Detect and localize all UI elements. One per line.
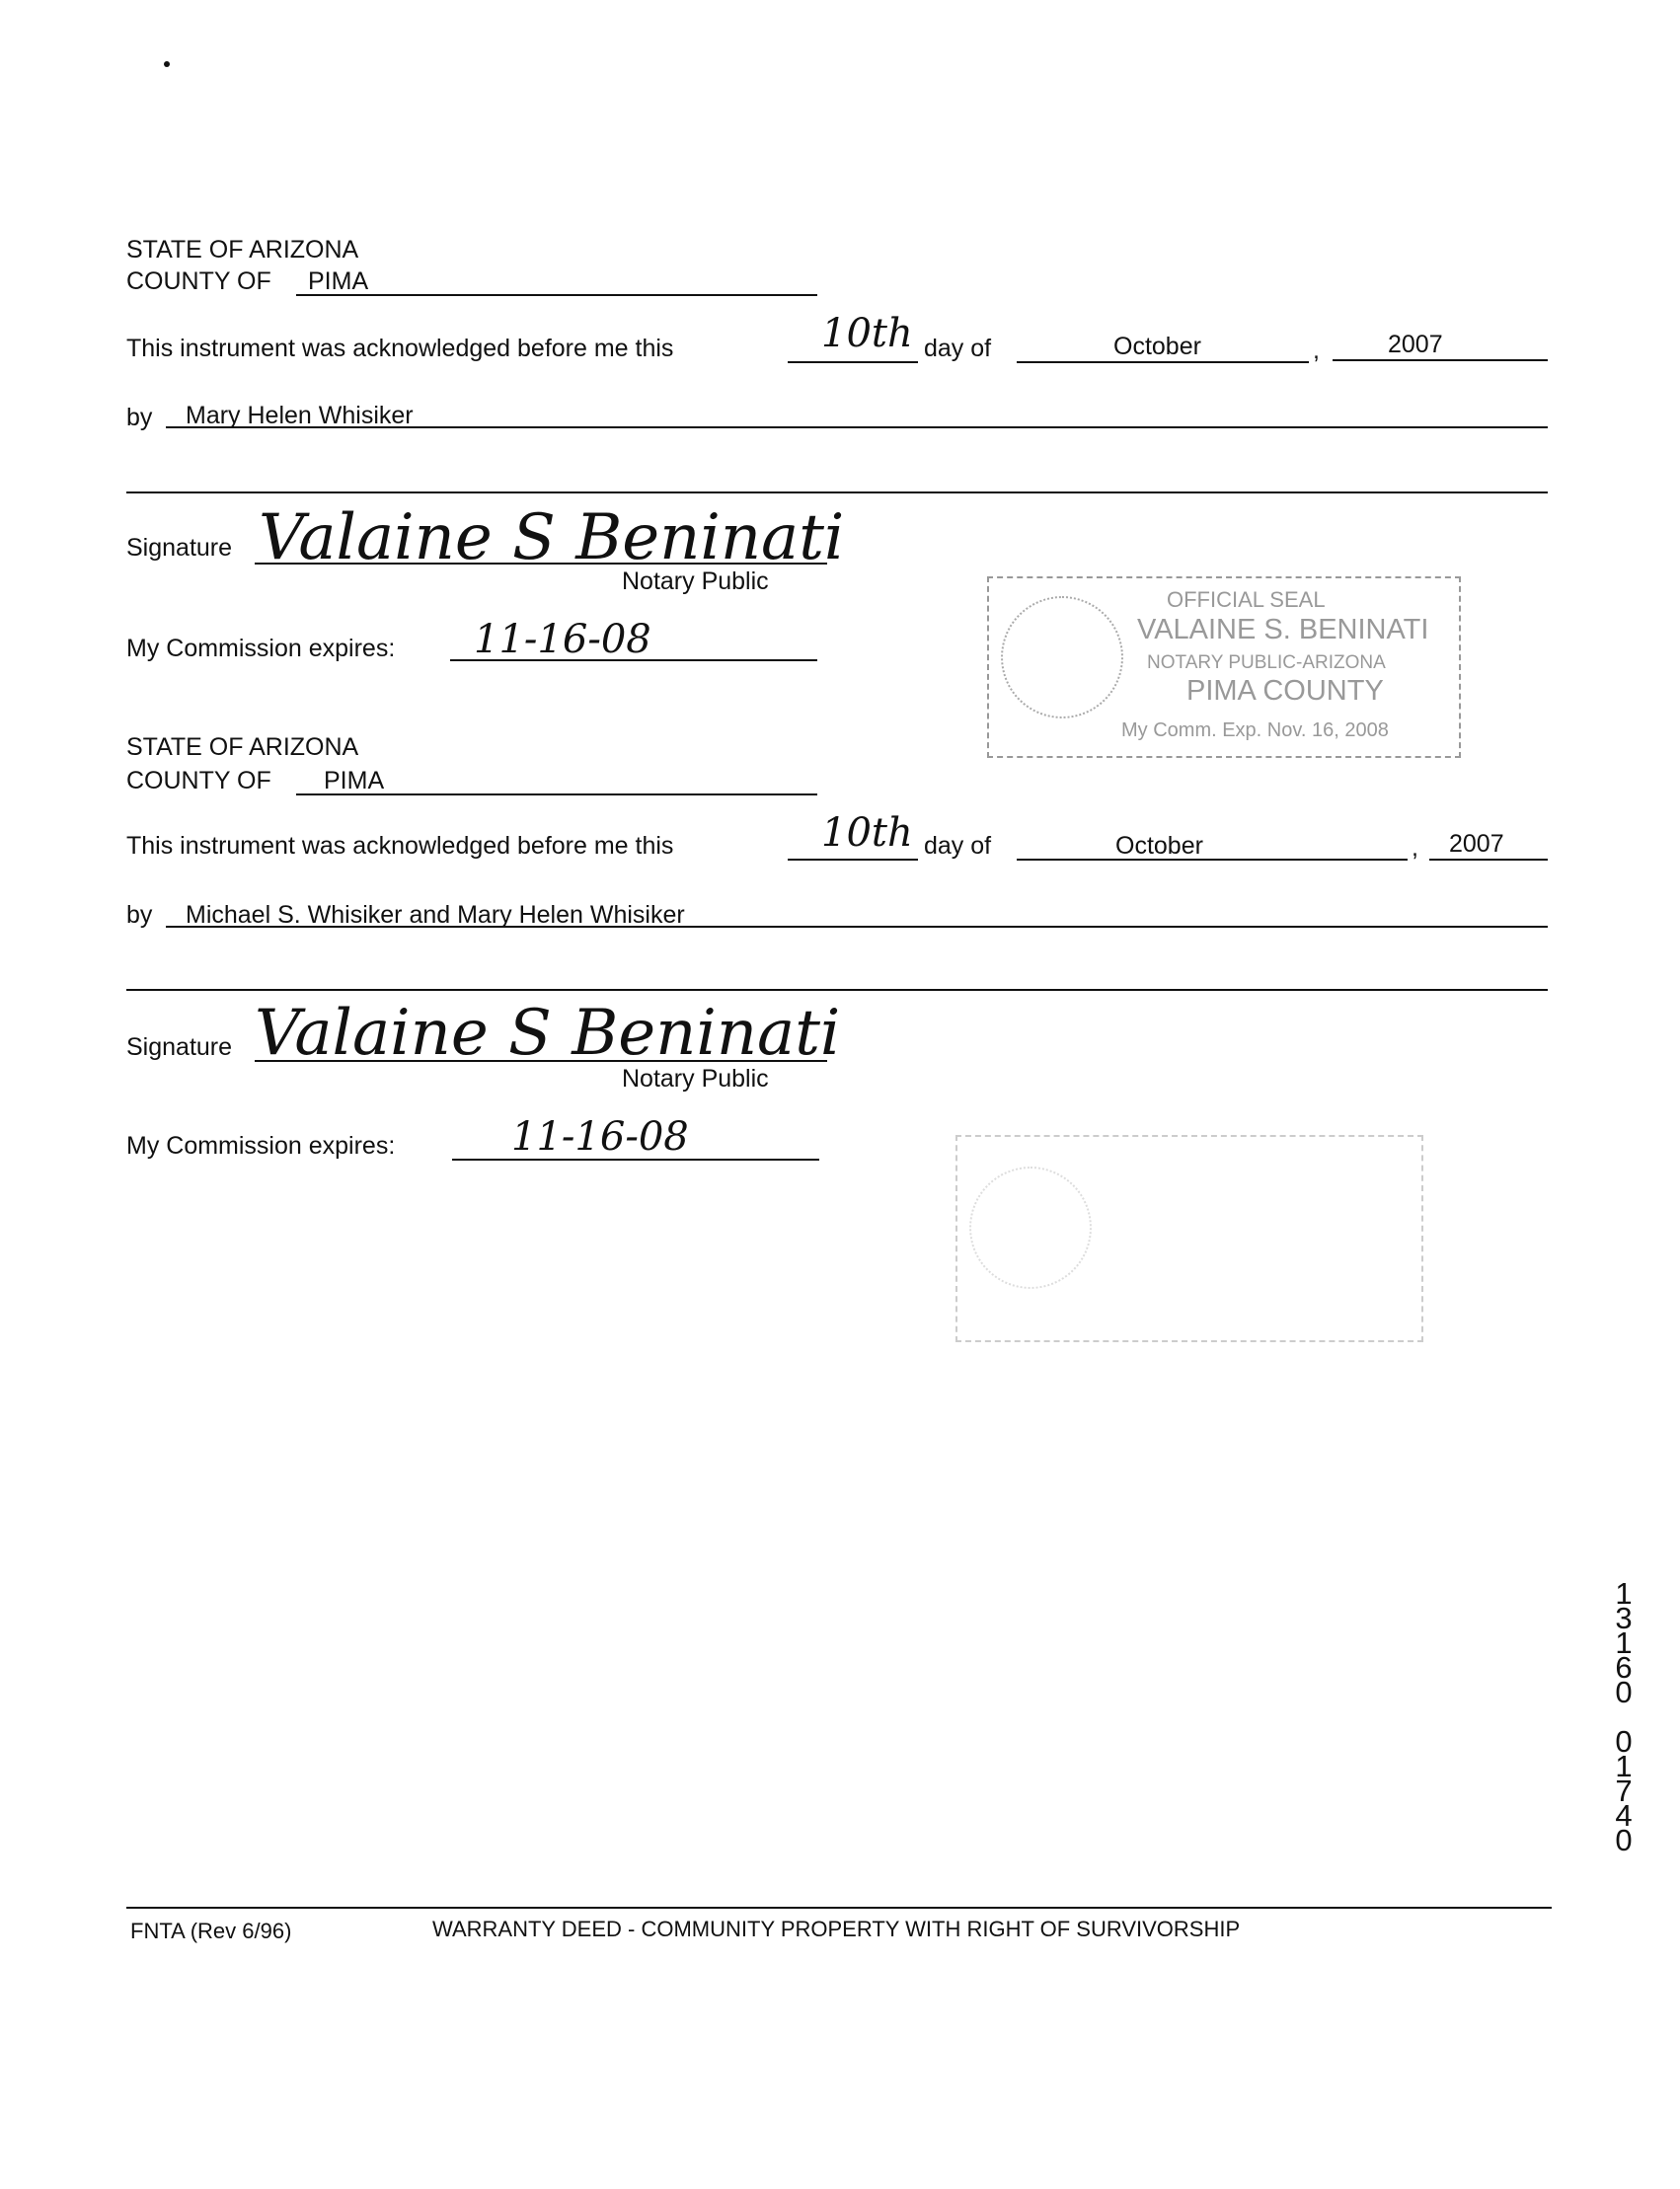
month-value-1: October [1113, 333, 1201, 360]
county-label-1: COUNTY OF [126, 267, 271, 295]
recording-number [1609, 1576, 1639, 1857]
footer-title: WARRANTY DEED - COMMUNITY PROPERTY WITH RIGHT OF SURVIVORSHIP [432, 1917, 1241, 1941]
seal-emblem-faded [969, 1167, 1092, 1289]
by-label-1: by [126, 404, 153, 431]
month-value-2: October [1115, 832, 1203, 860]
seal-line-3: NOTARY PUBLIC-ARIZONA [1147, 652, 1386, 673]
notary-seal-1 [987, 576, 1461, 758]
day-handwritten-2: 10th [821, 810, 913, 856]
day-of-label-2: day of [924, 832, 992, 860]
by-underline-2 [166, 926, 1548, 928]
year-underline-1 [1333, 359, 1548, 361]
commission-underline-1 [450, 659, 817, 661]
county-underline-2 [296, 793, 817, 795]
month-underline-1 [1017, 361, 1309, 363]
by-name-1: Mary Helen Whisiker [186, 402, 414, 429]
month-underline-2 [1017, 859, 1408, 861]
comma-1: , [1313, 337, 1320, 364]
recording-digit: 1 [1615, 1625, 1633, 1660]
separator-line-1 [126, 491, 1548, 493]
year-value-1: 2007 [1388, 331, 1443, 358]
by-label-2: by [126, 901, 153, 929]
by-underline-1 [166, 426, 1548, 428]
county-label-2: COUNTY OF [126, 767, 271, 794]
signature-underline-1 [255, 563, 827, 565]
county-value-1: PIMA [308, 267, 369, 295]
commission-date-2: 11-16-08 [511, 1114, 689, 1160]
recording-digit: 6 [1615, 1650, 1633, 1685]
ack-text-2: This instrument was acknowledged before me this [126, 832, 674, 860]
seal-emblem [1001, 596, 1123, 718]
day-underline-2 [788, 859, 918, 861]
notary-public-label-1: Notary Public [622, 567, 769, 595]
year-underline-2 [1429, 859, 1548, 861]
recording-digit: 7 [1615, 1774, 1633, 1808]
commission-label-2: My Commission expires: [126, 1132, 396, 1160]
day-handwritten-1: 10th [821, 311, 913, 356]
footer-rule [126, 1907, 1552, 1909]
by-name-2: Michael S. Whisiker and Mary Helen Whisiker [186, 901, 685, 929]
year-value-2: 2007 [1449, 830, 1504, 858]
recording-digit: 4 [1615, 1798, 1633, 1833]
day-underline-1 [788, 361, 918, 363]
recording-digit: 0 [1615, 1823, 1633, 1857]
seal-line-2: VALAINE S. BENINATI [1137, 614, 1429, 645]
seal-line-5: My Comm. Exp. Nov. 16, 2008 [1121, 719, 1389, 741]
comma-2: , [1412, 834, 1418, 862]
signature-label-1: Signature [126, 534, 233, 562]
ack-text-1: This instrument was acknowledged before me this [126, 335, 674, 362]
state-label-2: STATE OF ARIZONA [126, 733, 359, 761]
notary-public-label-2: Notary Public [622, 1065, 769, 1093]
scan-mark [164, 61, 170, 67]
signature-label-2: Signature [126, 1033, 233, 1061]
recording-digit: 0 [1615, 1675, 1633, 1709]
separator-line-2 [126, 989, 1548, 991]
commission-label-1: My Commission expires: [126, 635, 396, 662]
county-value-2: PIMA [324, 767, 385, 794]
county-underline-1 [296, 294, 817, 296]
notary-signature-2: Valaine S Beninati [255, 997, 841, 1070]
state-label-1: STATE OF ARIZONA [126, 236, 359, 264]
seal-line-4: PIMA COUNTY [1186, 675, 1384, 707]
recording-digit: 1 [1615, 1749, 1633, 1783]
day-of-label-1: day of [924, 335, 992, 362]
recording-digit: 1 [1615, 1576, 1633, 1611]
footer-form-id: FNTA (Rev 6/96) [130, 1919, 292, 1943]
commission-underline-2 [452, 1159, 819, 1161]
seal-line-1: OFFICIAL SEAL [1167, 587, 1326, 612]
notary-seal-2 [955, 1135, 1423, 1342]
recording-digit: 0 [1615, 1724, 1633, 1759]
recording-digit: 3 [1615, 1601, 1633, 1635]
signature-underline-2 [255, 1060, 827, 1062]
notary-signature-1: Valaine S Beninati [259, 501, 845, 574]
commission-date-1: 11-16-08 [474, 617, 651, 662]
